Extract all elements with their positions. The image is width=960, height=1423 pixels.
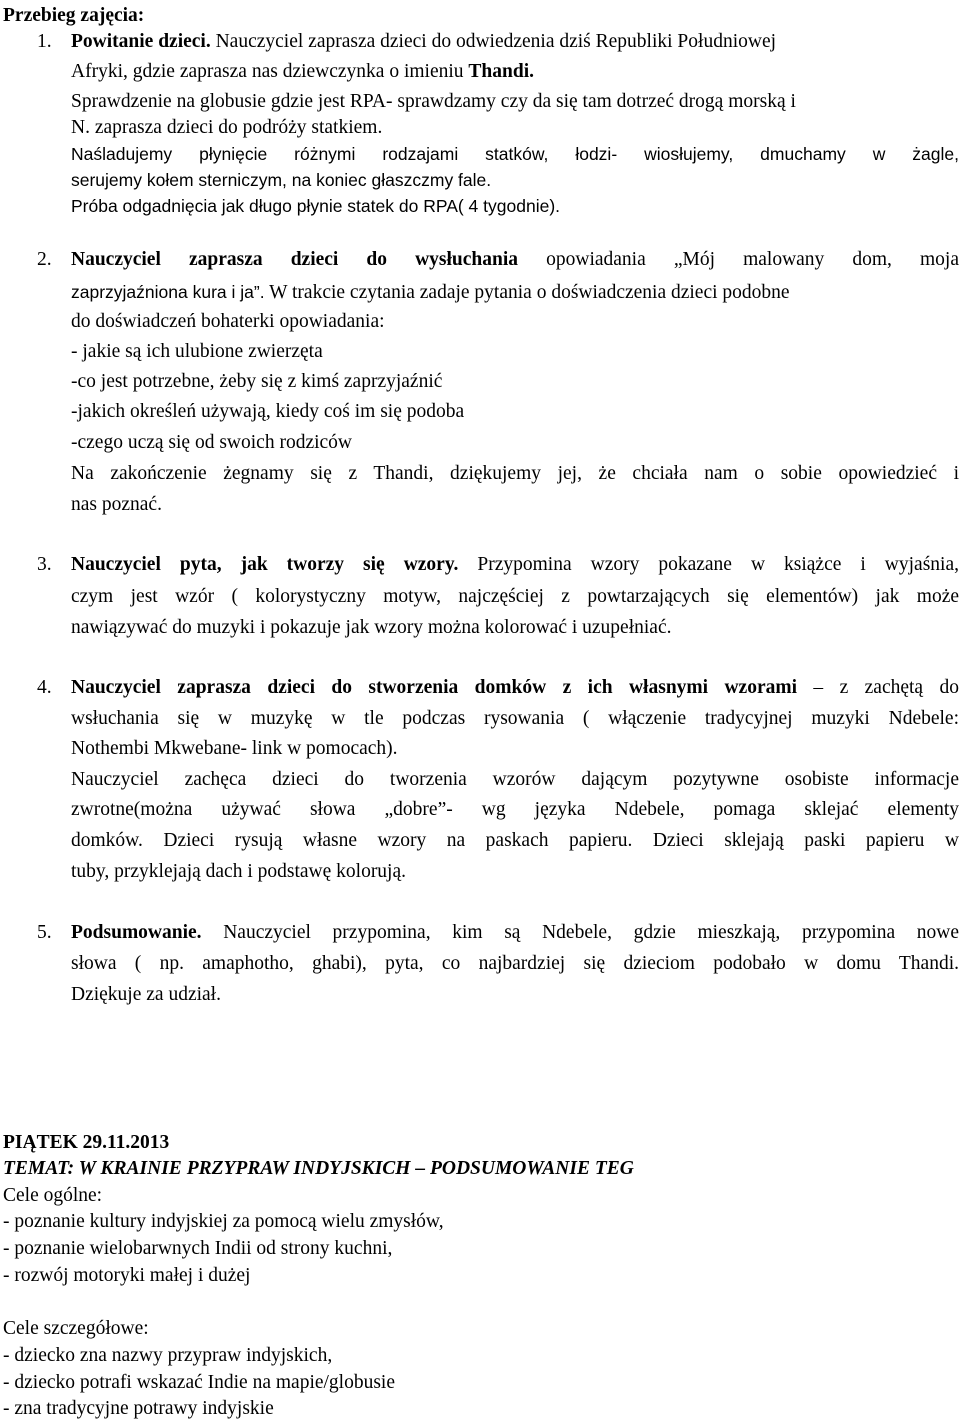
item-2-line-6: -jakich określeń używają, kiedy coś im się podoba: [71, 401, 465, 422]
item-1-line-1: [71, 30, 776, 54]
general-goal-item: - rozwój motoryki małej i dużej: [3, 1265, 251, 1286]
item-2-line-9: nas poznać.: [71, 494, 162, 515]
item-1-line-7: Próba odgadnięcia jak długo płynie statek do RPA( 4 tygodnie).: [71, 196, 561, 216]
item-2-line-4: - jakie są ich ulubione zwierzęta: [71, 341, 323, 362]
item-4-line-5: zwrotne(można używać słowa „dobre”- wg języka Ndebele, pomaga sklejać elementy: [71, 799, 959, 820]
item-number-2: 2.: [37, 249, 52, 270]
day-heading: [3, 1131, 169, 1155]
section-heading: [3, 4, 144, 28]
item-4-line-1: [71, 676, 959, 700]
item-4-title: Nauczyciel zaprasza dzieci do stworzenia domków z ich własnymi wzorami: [71, 677, 798, 698]
item-number-3: 3.: [37, 554, 52, 575]
item-4-line-2: wsłuchania się w muzykę w tle podczas rysowania ( włączenie tradycyjnej muzyki Ndebele:: [71, 708, 959, 729]
item-2-line-8: Na zakończenie żegnamy się z Thandi, dziękujemy jej, że chciała nam o sobie opowiedzieć i: [71, 463, 959, 484]
item-1-line-6: serujemy kołem sterniczym, na koniec głaszczmy fale.: [71, 170, 492, 190]
item-5-line-3: Dziękuje za udział.: [71, 984, 221, 1005]
item-1-text: Afryki, gdzie zaprasza nas dziewczynka o imieniu: [71, 61, 469, 82]
day-date: PIĄTEK 29.11.2013: [3, 1132, 170, 1153]
item-2-title: Nauczyciel zaprasza dzieci do wysłuchania: [71, 249, 519, 270]
item-5-line-1: [71, 921, 959, 945]
item-1-name: Thandi.: [468, 61, 535, 82]
item-4-line-4: Nauczyciel zachęca dzieci do tworzenia wzorów dającym pozytywne osobiste informacje: [71, 769, 959, 790]
item-5-text: Nauczyciel przypomina, kim są Ndebele, gdzie mieszkają, przypomina nowe: [201, 922, 959, 943]
item-1-line-3: Sprawdzenie na globusie gdzie jest RPA- sprawdzamy czy da się tam dotrzeć drogą morską i: [71, 91, 796, 112]
item-5-line-2: słowa ( np. amaphotho, ghabi), pyta, co najbardziej się dzieciom podobało w domu Thandi.: [71, 953, 959, 974]
lesson-theme-text: TEMAT: W KRAINIE PRZYPRAW INDYJSKICH – PODSUMOWANIE TEG: [3, 1158, 634, 1179]
heading-text: Przebieg zajęcia:: [3, 5, 145, 26]
specific-goal-item: - dziecko potrafi wskazać Indie na mapie/globusie: [3, 1372, 396, 1393]
item-1-line-4: N. zaprasza dzieci do podróży statkiem.: [71, 117, 383, 138]
specific-goal-item: - zna tradycyjne potrawy indyjskie: [3, 1398, 274, 1419]
general-goal-item: - poznanie kultury indyjskiej za pomocą wielu zmysłów,: [3, 1211, 444, 1232]
item-3-title: Nauczyciel pyta, jak tworzy się wzory.: [71, 554, 459, 575]
item-2-line-1: [71, 248, 959, 272]
specific-goals-heading: Cele szczegółowe:: [3, 1318, 149, 1339]
item-5-title: Podsumowanie.: [71, 922, 202, 943]
item-2-text: W trakcie czytania zadaje pytania o doświadczenia dzieci podobne: [264, 282, 790, 303]
item-1-line-2: [71, 60, 534, 84]
item-4-line-7: tuby, przyklejają dach i podstawę kolorują.: [71, 861, 407, 882]
item-2-line-3: do doświadczeń bohaterki opowiadania:: [71, 311, 385, 332]
item-4-line-6: domków. Dzieci rysują własne wzory na paskach papieru. Dzieci sklejają paski papieru w: [71, 830, 959, 851]
item-1-line-5: Naśladujemy płynięcie różnymi rodzajami statków, łodzi- wiosłujemy, dmuchamy w żagle,: [71, 144, 959, 164]
item-2-line-7: -czego uczą się od swoich rodziców: [71, 432, 353, 453]
item-2-line-5: -co jest potrzebne, żeby się z kimś zaprzyjaźnić: [71, 371, 443, 392]
item-2-text: opowiadania „Mój malowany dom, moja: [518, 249, 960, 270]
item-3-line-2: czym jest wzór ( kolorystyczny motyw, najczęściej z powtarzających się elementów) jak może: [71, 586, 959, 607]
item-number-5: 5.: [37, 922, 52, 943]
item-3-line-3: nawiązywać do muzyki i pokazuje jak wzory można kolorować i uzupełniać.: [71, 617, 672, 638]
general-goals-heading: Cele ogólne:: [3, 1185, 103, 1206]
item-2-line-2: [71, 280, 790, 305]
item-number-1: 1.: [37, 31, 52, 52]
item-3-line-1: [71, 553, 959, 577]
item-1-text: Nauczyciel zaprasza dzieci do odwiedzenia dziś Republiki Południowej: [210, 31, 777, 52]
general-goal-item: - poznanie wielobarwnych Indii od strony kuchni,: [3, 1238, 393, 1259]
item-4-line-3: Nothembi Mkwebane- link w pomocach).: [71, 738, 398, 759]
item-4-text: – z zachętą do: [797, 677, 959, 698]
item-2-story-title: zaprzyjaźniona kura i ja”.: [71, 282, 265, 302]
item-number-4: 4.: [37, 677, 52, 698]
specific-goal-item: - dziecko zna nazwy przypraw indyjskich,: [3, 1345, 333, 1366]
lesson-theme: [3, 1157, 634, 1181]
item-1-title: Powitanie dzieci.: [71, 31, 211, 52]
item-3-text: Przypomina wzory pokazane w książce i wyjaśnia,: [458, 554, 959, 575]
